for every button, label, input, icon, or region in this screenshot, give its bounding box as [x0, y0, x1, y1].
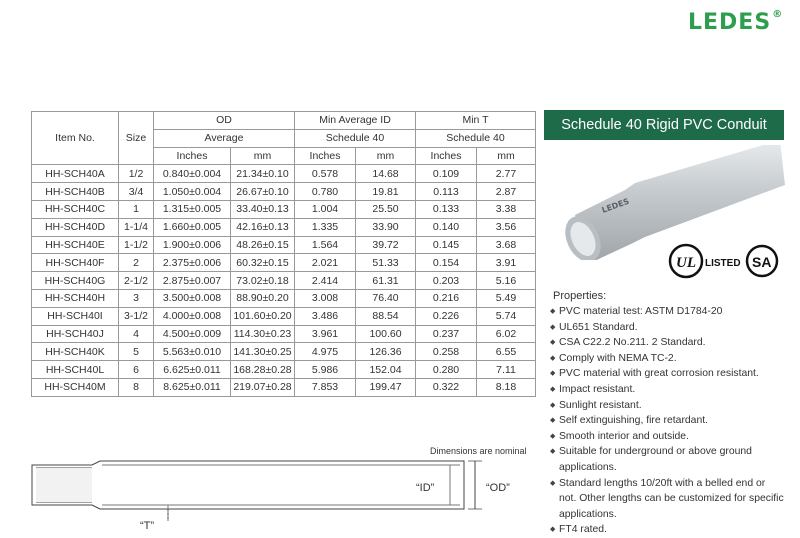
table-cell: 4 — [119, 325, 154, 343]
table-cell: 0.237 — [416, 325, 477, 343]
table-row — [32, 378, 536, 396]
table-row — [32, 272, 536, 290]
property-item: ◆ Sunlight resistant. — [550, 398, 785, 414]
property-item: ◆ Standard lengths 10/20ft with a belled end or not. Other lengths can be customized for specific applications. — [550, 476, 785, 523]
table-cell: 0.145 — [416, 236, 477, 254]
table-cell: 3.486 — [295, 307, 356, 325]
table-cell: 3.56 — [477, 218, 536, 236]
table-cell: 100.60 — [356, 325, 416, 343]
table-row — [32, 236, 536, 254]
table-cell: 8 — [119, 378, 154, 396]
table-cell: HH-SCH40F — [32, 254, 119, 272]
table-cell: 1-1/4 — [119, 218, 154, 236]
property-item: ◆ Comply with NEMA TC-2. — [550, 351, 785, 367]
header-min-avg-id-sub: Schedule 40 — [295, 129, 416, 147]
spec-table — [31, 111, 536, 397]
header-od-mm: mm — [231, 147, 295, 165]
table-cell: 42.16±0.13 — [231, 218, 295, 236]
listed-text: LISTED — [705, 258, 741, 269]
property-item: ◆ UL651 Standard. — [550, 320, 785, 336]
table-cell: 1/2 — [119, 165, 154, 183]
header-size: Size — [119, 112, 154, 165]
table-cell: 21.34±0.10 — [231, 165, 295, 183]
table-cell: 51.33 — [356, 254, 416, 272]
pipe-brand-text: LEDES — [600, 196, 631, 215]
table-cell: 88.90±0.20 — [231, 289, 295, 307]
t-label: “T” — [140, 520, 155, 532]
brand-logo: LEDES® — [688, 8, 784, 35]
table-cell: 25.50 — [356, 200, 416, 218]
table-cell: 8.18 — [477, 378, 536, 396]
table-cell: 76.40 — [356, 289, 416, 307]
table-cell: 1.315±0.005 — [154, 200, 231, 218]
table-cell: 0.203 — [416, 272, 477, 290]
header-min-avg-id: Min Average ID — [295, 112, 416, 130]
header-min-t-sub: Schedule 40 — [416, 129, 536, 147]
table-cell: 33.90 — [356, 218, 416, 236]
table-cell: 114.30±0.23 — [231, 325, 295, 343]
table-cell: 5.986 — [295, 361, 356, 379]
table-cell: 0.113 — [416, 183, 477, 201]
ul-logo-text: UL — [676, 255, 696, 271]
table-cell: 199.47 — [356, 378, 416, 396]
table-cell: 1-1/2 — [119, 236, 154, 254]
properties-title: Properties: — [553, 290, 607, 302]
table-cell: HH-SCH40M — [32, 378, 119, 396]
table-cell: 0.154 — [416, 254, 477, 272]
table-cell: 3.68 — [477, 236, 536, 254]
table-cell: 5.16 — [477, 272, 536, 290]
property-item: ◆ Smooth interior and outside. — [550, 429, 785, 445]
table-cell: 1.335 — [295, 218, 356, 236]
table-cell: 48.26±0.15 — [231, 236, 295, 254]
table-cell: 2.77 — [477, 165, 536, 183]
table-cell: 4.500±0.009 — [154, 325, 231, 343]
property-item: ◆ CSA C22.2 No.211. 2 Standard. — [550, 335, 785, 351]
table-cell: 8.625±0.011 — [154, 378, 231, 396]
table-cell: 61.31 — [356, 272, 416, 290]
table-cell: HH-SCH40C — [32, 200, 119, 218]
table-cell: 126.36 — [356, 343, 416, 361]
table-cell: 6.55 — [477, 343, 536, 361]
header-t-inches: Inches — [416, 147, 477, 165]
property-item: ◆ PVC material test: ASTM D1784-20 — [550, 304, 785, 320]
table-cell: 0.109 — [416, 165, 477, 183]
table-cell: 0.258 — [416, 343, 477, 361]
table-cell: 6 — [119, 361, 154, 379]
table-row — [32, 218, 536, 236]
table-cell: 168.28±0.28 — [231, 361, 295, 379]
table-cell: 3/4 — [119, 183, 154, 201]
property-item: ◆ Self extinguishing, fire retardant. — [550, 413, 785, 429]
csa-logo-text: SA — [752, 254, 772, 270]
table-cell: 2.875±0.007 — [154, 272, 231, 290]
table-cell: 73.02±0.18 — [231, 272, 295, 290]
table-cell: 19.81 — [356, 183, 416, 201]
table-row — [32, 343, 536, 361]
table-cell: 3.008 — [295, 289, 356, 307]
table-row — [32, 200, 536, 218]
table-cell: 3-1/2 — [119, 307, 154, 325]
table-cell: 14.68 — [356, 165, 416, 183]
product-title: Schedule 40 Rigid PVC Conduit — [544, 110, 784, 140]
table-cell: HH-SCH40L — [32, 361, 119, 379]
table-cell: 5.49 — [477, 289, 536, 307]
table-cell: 1.900±0.006 — [154, 236, 231, 254]
table-cell: 3.91 — [477, 254, 536, 272]
table-cell: 2 — [119, 254, 154, 272]
conduit-dimension-diagram — [20, 455, 540, 533]
table-cell: 1 — [119, 200, 154, 218]
table-row — [32, 254, 536, 272]
property-item: ◆ Suitable for underground or above ground applications. — [550, 444, 785, 475]
table-row — [32, 289, 536, 307]
table-cell: 0.578 — [295, 165, 356, 183]
table-cell: 1.004 — [295, 200, 356, 218]
table-cell: 152.04 — [356, 361, 416, 379]
table-cell: 3.38 — [477, 200, 536, 218]
header-od: OD — [154, 112, 295, 130]
table-cell: HH-SCH40B — [32, 183, 119, 201]
table-row — [32, 165, 536, 183]
table-row — [32, 361, 536, 379]
table-cell: HH-SCH40J — [32, 325, 119, 343]
table-cell: 2-1/2 — [119, 272, 154, 290]
properties-list — [550, 304, 785, 538]
table-cell: 141.30±0.25 — [231, 343, 295, 361]
table-row — [32, 325, 536, 343]
table-cell: 7.11 — [477, 361, 536, 379]
table-cell: HH-SCH40E — [32, 236, 119, 254]
id-label: “ID” — [416, 482, 435, 494]
table-cell: 0.780 — [295, 183, 356, 201]
property-item: ◆ Impact resistant. — [550, 382, 785, 398]
table-cell: 4.000±0.008 — [154, 307, 231, 325]
header-od-sub: Average — [154, 129, 295, 147]
table-cell: 101.60±0.20 — [231, 307, 295, 325]
table-cell: 3 — [119, 289, 154, 307]
table-cell: 5 — [119, 343, 154, 361]
header-od-inches: Inches — [154, 147, 231, 165]
table-cell: 5.563±0.010 — [154, 343, 231, 361]
table-cell: 3.500±0.008 — [154, 289, 231, 307]
table-cell: 6.02 — [477, 325, 536, 343]
table-cell: 1.050±0.004 — [154, 183, 231, 201]
table-row — [32, 307, 536, 325]
table-cell: 0.133 — [416, 200, 477, 218]
table-cell: 33.40±0.13 — [231, 200, 295, 218]
certification-logos — [664, 236, 784, 286]
table-cell: 6.625±0.011 — [154, 361, 231, 379]
table-cell: 5.74 — [477, 307, 536, 325]
table-cell: 0.226 — [416, 307, 477, 325]
table-cell: 0.322 — [416, 378, 477, 396]
table-cell: 1.564 — [295, 236, 356, 254]
table-cell: HH-SCH40K — [32, 343, 119, 361]
od-label: “OD” — [486, 482, 510, 494]
table-cell: HH-SCH40D — [32, 218, 119, 236]
table-cell: HH-SCH40I — [32, 307, 119, 325]
table-cell: HH-SCH40A — [32, 165, 119, 183]
table-cell: 2.021 — [295, 254, 356, 272]
header-id-mm: mm — [356, 147, 416, 165]
header-item-no: Item No. — [32, 112, 119, 165]
table-cell: 0.840±0.004 — [154, 165, 231, 183]
header-id-inches: Inches — [295, 147, 356, 165]
table-cell: 0.280 — [416, 361, 477, 379]
table-header-row-1 — [32, 112, 536, 130]
table-cell: HH-SCH40G — [32, 272, 119, 290]
table-cell: HH-SCH40H — [32, 289, 119, 307]
table-cell: 0.216 — [416, 289, 477, 307]
table-cell: 39.72 — [356, 236, 416, 254]
header-min-t: Min T — [416, 112, 536, 130]
property-item: ◆ PVC material with great corrosion resistant. — [550, 366, 785, 382]
header-t-mm: mm — [477, 147, 536, 165]
table-cell: 2.87 — [477, 183, 536, 201]
table-cell: 7.853 — [295, 378, 356, 396]
table-cell: 1.660±0.005 — [154, 218, 231, 236]
table-cell: 219.07±0.28 — [231, 378, 295, 396]
dimensions-note: Dimensions are nominal — [430, 446, 527, 456]
table-cell: 0.140 — [416, 218, 477, 236]
table-cell: 3.961 — [295, 325, 356, 343]
table-cell: 88.54 — [356, 307, 416, 325]
table-cell: 26.67±0.10 — [231, 183, 295, 201]
table-row — [32, 183, 536, 201]
property-item: ◆ FT4 rated. — [550, 522, 785, 538]
table-cell: 60.32±0.15 — [231, 254, 295, 272]
table-cell: 2.375±0.006 — [154, 254, 231, 272]
table-cell: 2.414 — [295, 272, 356, 290]
table-cell: 4.975 — [295, 343, 356, 361]
